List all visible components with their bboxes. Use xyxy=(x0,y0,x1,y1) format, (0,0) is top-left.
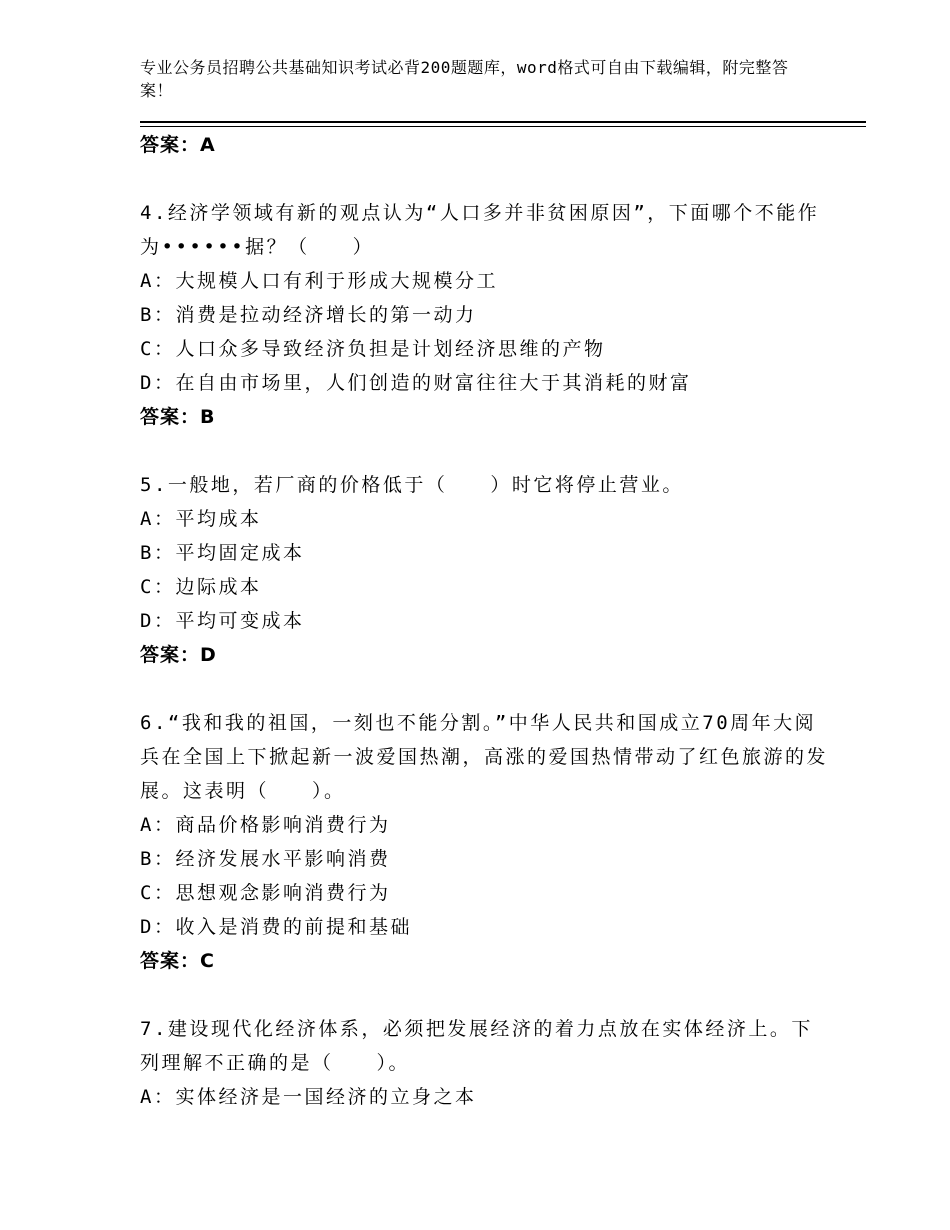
question-4 xyxy=(140,196,830,434)
question-stem: 6.“我和我的祖国，一刻也不能分割。”中华人民共和国成立70周年大阅兵在全国上下掀起新一波爱国热潮，高涨的爱国热情带动了红色旅游的发展。这表明（ ）。 xyxy=(140,712,829,802)
option-b: B：经济发展水平影响消费 xyxy=(140,848,391,870)
answer-line: 答案：B xyxy=(140,406,216,428)
option-c: C：边际成本 xyxy=(140,576,262,598)
option-a: A：商品价格影响消费行为 xyxy=(140,814,391,836)
answer-line: 答案：C xyxy=(140,950,215,972)
option-c: C：思想观念影响消费行为 xyxy=(140,882,391,904)
header-divider xyxy=(140,121,866,123)
option-d: D：平均可变成本 xyxy=(140,610,305,632)
option-d: D：在自由市场里，人们创造的财富往往大于其消耗的财富 xyxy=(140,372,692,394)
option-d: D：收入是消费的前提和基础 xyxy=(140,916,412,938)
question-stem: 5.一般地，若厂商的价格低于（ ）时它将停止营业。 xyxy=(140,474,684,496)
option-b: B：平均固定成本 xyxy=(140,542,305,564)
option-a: A：平均成本 xyxy=(140,508,262,530)
question-stem: 7.建设现代化经济体系，必须把发展经济的着力点放在实体经济上。下列理解不正确的是（ ）。 xyxy=(140,1018,813,1074)
option-c: C：人口众多导致经济负担是计划经济思维的产物 xyxy=(140,338,606,360)
option-a: A：实体经济是一国经济的立身之本 xyxy=(140,1086,477,1108)
option-a: A：大规模人口有利于形成大规模分工 xyxy=(140,270,498,292)
option-b: B：消费是拉动经济增长的第一动力 xyxy=(140,304,477,326)
question-6 xyxy=(140,706,830,978)
answer-line: 答案：A xyxy=(140,134,216,156)
answer-line: 答案：D xyxy=(140,644,217,666)
page-header: 专业公务员招聘公共基础知识考试必背200题题库，word格式可自由下载编辑，附完整答案！ xyxy=(140,58,789,100)
document-body xyxy=(140,126,830,1114)
question-5 xyxy=(140,468,830,672)
question-7 xyxy=(140,1012,830,1114)
question-stem: 4.经济学领域有新的观点认为“人口多并非贫困原因”，下面哪个不能作为••••••据？（ ） xyxy=(140,202,820,258)
